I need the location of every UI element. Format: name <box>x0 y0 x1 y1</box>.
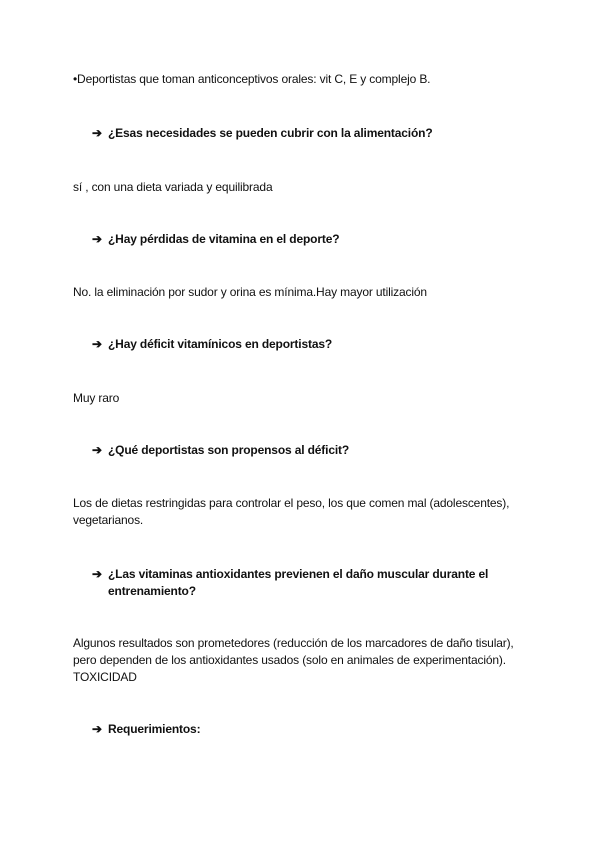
question-4 <box>92 442 492 459</box>
question-3 <box>92 336 492 353</box>
arrow-icon: ➔ <box>92 126 102 140</box>
arrow-icon: ➔ <box>92 567 102 581</box>
answer-3: Muy raro <box>73 391 120 405</box>
question-text: ¿Las vitaminas antioxidantes previenen el daño muscular durante el entrenamiento? <box>108 567 489 598</box>
question-5 <box>92 566 492 600</box>
question-6 <box>92 721 492 738</box>
answer-4: Los de dietas restringidas para controlar el peso, los que comen mal (adolescentes), vegetarianos. <box>73 496 510 527</box>
question-text: ¿Hay déficit vitamínicos en deportistas? <box>108 337 333 351</box>
answer-1: sí , con una dieta variada y equilibrada <box>73 180 273 194</box>
arrow-icon: ➔ <box>92 722 102 736</box>
question-text: ¿Esas necesidades se pueden cubrir con la alimentación? <box>108 126 433 140</box>
question-text: ¿Qué deportistas son propensos al déficit? <box>108 443 350 457</box>
question-text: ¿Hay pérdidas de vitamina en el deporte? <box>108 232 340 246</box>
question-1 <box>92 125 492 142</box>
answer-2: No. la eliminación por sudor y orina es mínima.Hay mayor utilización <box>73 285 427 299</box>
question-2 <box>92 231 492 248</box>
intro-paragraph: •Deportistas que toman anticonceptivos orales: vit C, E y complejo B. <box>73 72 431 86</box>
answer-5: Algunos resultados son prometedores (reducción de los marcadores de daño tisular), pero dependen de los antioxidantes usados (solo en animales de experimentación). TOXICIDAD <box>73 636 514 684</box>
arrow-icon: ➔ <box>92 337 102 351</box>
question-text: Requerimientos: <box>108 722 201 736</box>
arrow-icon: ➔ <box>92 232 102 246</box>
arrow-icon: ➔ <box>92 443 102 457</box>
